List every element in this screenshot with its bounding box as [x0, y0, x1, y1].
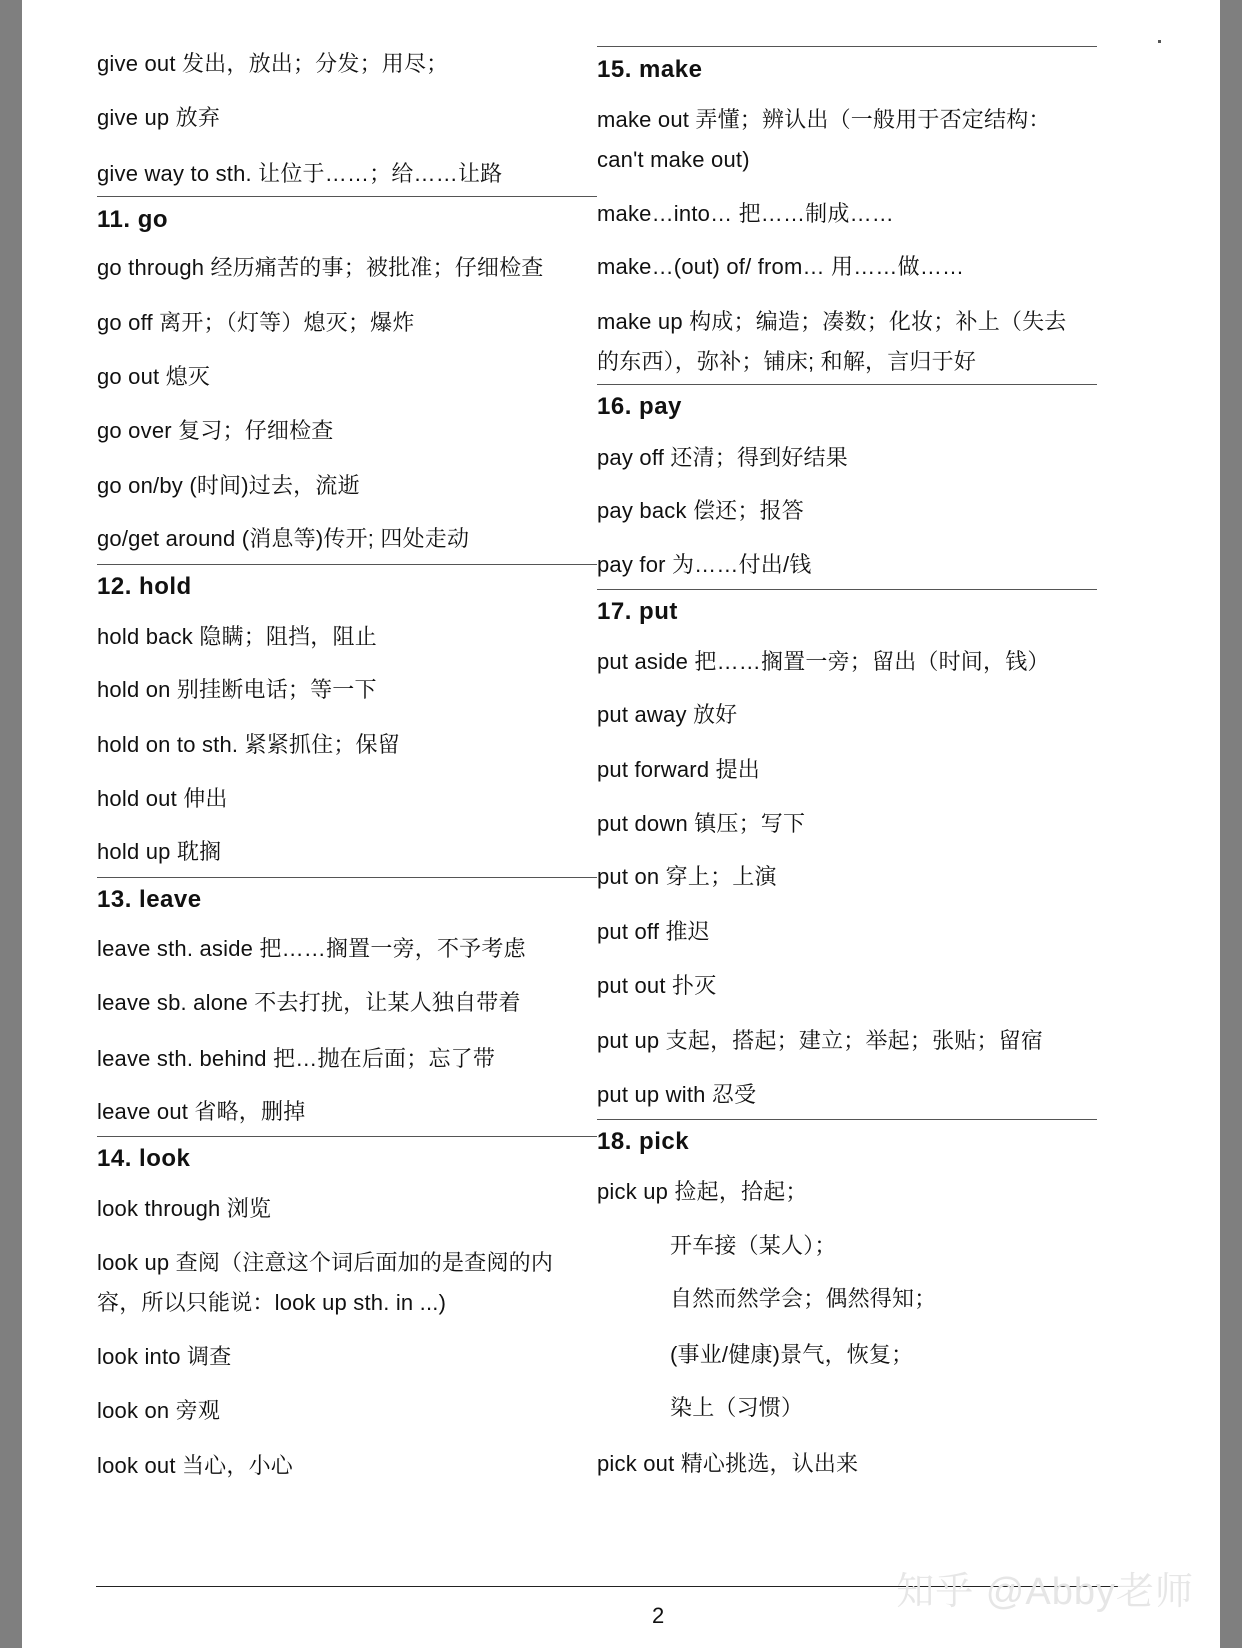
- entry-go-over: go over 复习；仔细检查: [97, 418, 334, 443]
- entry-hold-on-to: hold on to sth. 紧紧抓住；保留: [97, 732, 400, 757]
- entry-hold-up: hold up 耽搁: [97, 839, 222, 864]
- section-divider: [597, 384, 1097, 385]
- section-title-pick: 18. pick: [597, 1128, 690, 1155]
- entry-go-off: go off 离开；（灯等）熄灭；爆炸: [97, 310, 415, 335]
- document-page: [22, 0, 1220, 1648]
- entry-put-off: put off 推迟: [597, 919, 710, 944]
- entry-make-of-from: make…(out) of/ from… 用……做……: [597, 254, 965, 279]
- entry-make-into: make…into… 把……制成……: [597, 201, 894, 226]
- entry-look-on: look on 旁观: [97, 1398, 221, 1423]
- entry-leave-behind: leave sth. behind 把…抛在后面；忘了带: [97, 1046, 496, 1071]
- section-title-go: 11. go: [97, 206, 169, 233]
- section-divider: [597, 589, 1097, 590]
- entry-pick-out: pick out 精心挑选，认出来: [597, 1451, 859, 1476]
- section-title-put: 17. put: [597, 598, 678, 625]
- watermark: 知乎 @Abby老师: [896, 1571, 1194, 1613]
- entry-hold-on: hold on 别挂断电话；等一下: [97, 677, 377, 702]
- entry-leave-out: leave out 省略，删掉: [97, 1099, 306, 1124]
- page-number: 2: [652, 1603, 665, 1628]
- entry-put-out: put out 扑灭: [597, 973, 717, 998]
- entry-put-up-with: put up with 忍受: [597, 1082, 757, 1107]
- section-divider: [97, 1136, 597, 1137]
- entry-make-up: make up 构成；编造；凑数；化妆；补上（失去的东西），弥补；铺床; 和解，言归于好: [597, 309, 1067, 374]
- entry-make-out: make out 弄懂；辨认出（一般用于否定结构：can't make out): [597, 107, 1051, 172]
- entry-put-on: put on 穿上；上演: [597, 864, 777, 889]
- entry-give-up: give up 放弃: [97, 105, 221, 130]
- entry-look-up: look up 查阅（注意这个词后面加的是查阅的内容，所以只能说：look up sth. in ...): [97, 1250, 554, 1315]
- section-divider: [597, 46, 1097, 47]
- entry-put-forward: put forward 提出: [597, 757, 760, 782]
- entry-put-aside: put aside 把……搁置一旁；留出（时间，钱）: [597, 649, 1050, 674]
- corner-mark: [1158, 40, 1161, 43]
- entry-hold-out: hold out 伸出: [97, 786, 228, 811]
- entry-put-up: put up 支起，搭起；建立；举起；张贴；留宿: [597, 1028, 1044, 1053]
- entry-pick-up: pick up 捡起，拾起；: [597, 1179, 808, 1204]
- entry-go-get-around: go/get around (消息等)传开; 四处走动: [97, 526, 470, 551]
- entry-leave-aside: leave sth. aside 把……搁置一旁，不予考虑: [97, 936, 526, 961]
- section-divider: [97, 564, 597, 565]
- entry-give-way: give way to sth. 让位于……；给……让路: [97, 161, 503, 186]
- entry-go-through: go through 经历痛苦的事；被批准；仔细检查: [97, 255, 544, 280]
- entry-pick-up-sense: (事业/健康)景气，恢复；: [670, 1342, 914, 1367]
- section-title-make: 15. make: [597, 56, 703, 83]
- entry-pick-up-sense: 染上（习惯）: [670, 1395, 804, 1420]
- entry-go-on-by: go on/by (时间)过去，流逝: [97, 473, 360, 498]
- section-title-look: 14. look: [97, 1145, 191, 1172]
- entry-pick-up-sense: 开车接（某人）；: [670, 1233, 837, 1258]
- section-title-leave: 13. leave: [97, 886, 202, 913]
- section-divider: [97, 196, 597, 197]
- section-divider: [597, 1119, 1097, 1120]
- entry-put-away: put away 放好: [597, 702, 738, 727]
- section-divider: [97, 877, 597, 878]
- entry-look-through: look through 浏览: [97, 1196, 272, 1221]
- entry-go-out: go out 熄灭: [97, 364, 211, 389]
- entry-pick-up-sense: 自然而然学会；偶然得知；: [670, 1286, 937, 1311]
- section-title-hold: 12. hold: [97, 573, 192, 600]
- entry-look-out: look out 当心，小心: [97, 1453, 293, 1478]
- entry-give-out: give out 发出，放出；分发；用尽；: [97, 51, 449, 76]
- entry-pay-off: pay off 还清；得到好结果: [597, 445, 848, 470]
- entry-look-into: look into 调查: [97, 1344, 232, 1369]
- entry-pay-for: pay for 为……付出/钱: [597, 552, 812, 577]
- entry-pay-back: pay back 偿还；报答: [597, 498, 804, 523]
- entry-put-down: put down 镇压；写下: [597, 811, 806, 836]
- entry-leave-alone: leave sb. alone 不去打扰，让某人独自带着: [97, 990, 521, 1015]
- entry-hold-back: hold back 隐瞒；阻挡，阻止: [97, 624, 377, 649]
- section-title-pay: 16. pay: [597, 393, 682, 420]
